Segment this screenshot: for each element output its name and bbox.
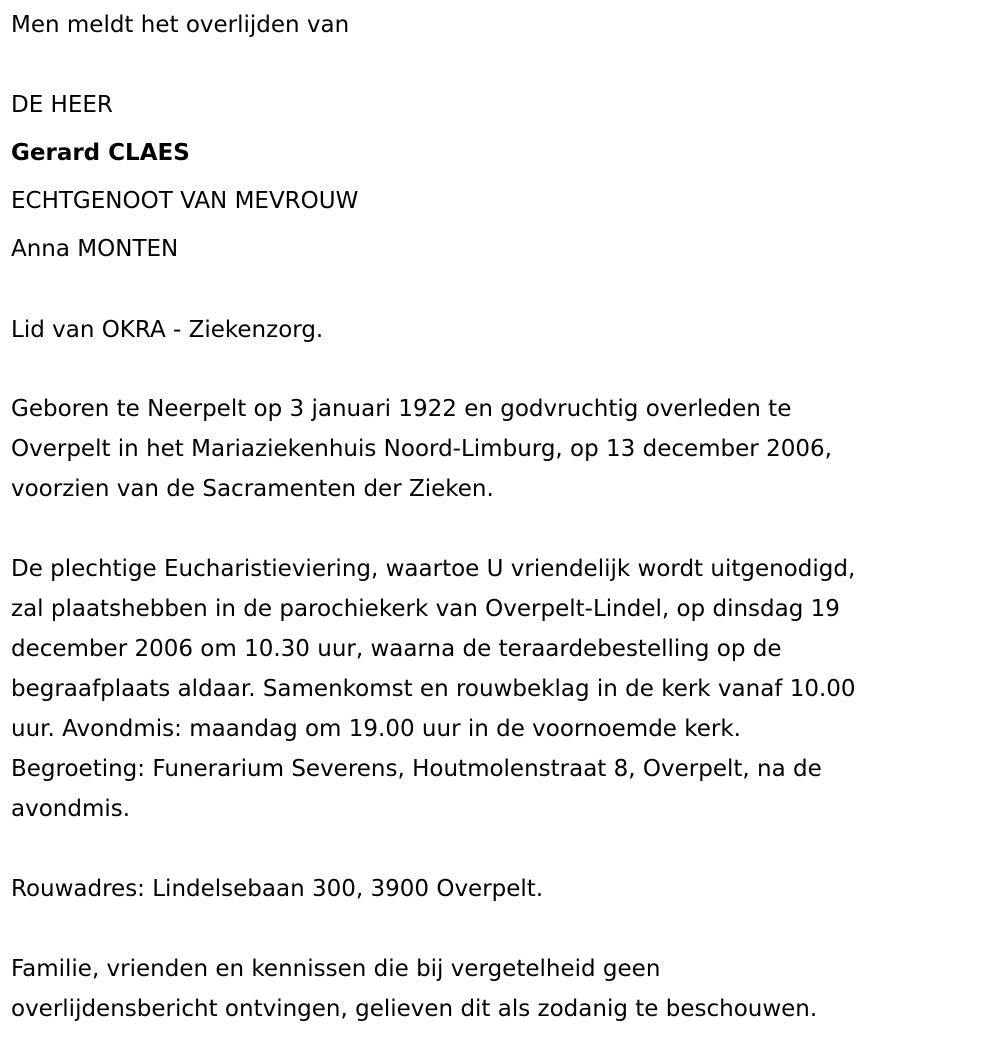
ceremony-line: begraafplaats aldaar. Samenkomst en rouwbeklag in de kerk vanaf 10.00: [11, 676, 856, 702]
ceremony-line: avondmis.: [11, 796, 131, 822]
birth-death-line: Overpelt in het Mariaziekenhuis Noord-Limburg, op 13 december 2006,: [11, 436, 832, 462]
intro-text: Men meldt het overlijden van: [11, 12, 350, 38]
ceremony-line: De plechtige Eucharistieviering, waartoe U vriendelijk wordt uitgenodigd,: [11, 556, 856, 582]
ceremony-line: zal plaatshebben in de parochiekerk van Overpelt-Lindel, op dinsdag 19: [11, 596, 840, 622]
deceased-name: Gerard CLAES: [11, 140, 190, 166]
spouse-label: ECHTGENOOT VAN MEVROUW: [11, 188, 359, 214]
closing-line: Familie, vrienden en kennissen die bij vergetelheid geen: [11, 956, 661, 982]
title-prefix: DE HEER: [11, 92, 113, 118]
membership-text: Lid van OKRA - Ziekenzorg.: [11, 317, 324, 343]
spouse-name: Anna MONTEN: [11, 236, 179, 262]
ceremony-line: Begroeting: Funerarium Severens, Houtmolenstraat 8, Overpelt, na de: [11, 756, 822, 782]
birth-death-line: Geboren te Neerpelt op 3 januari 1922 en godvruchtig overleden te: [11, 396, 792, 422]
closing-line: overlijdensbericht ontvingen, gelieven dit als zodanig te beschouwen.: [11, 996, 818, 1022]
ceremony-line: december 2006 om 10.30 uur, waarna de teraardebestelling op de: [11, 636, 782, 662]
mourning-address: Rouwadres: Lindelsebaan 300, 3900 Overpelt.: [11, 876, 544, 902]
birth-death-line: voorzien van de Sacramenten der Zieken.: [11, 476, 494, 502]
ceremony-line: uur. Avondmis: maandag om 19.00 uur in de voornoemde kerk.: [11, 716, 741, 742]
